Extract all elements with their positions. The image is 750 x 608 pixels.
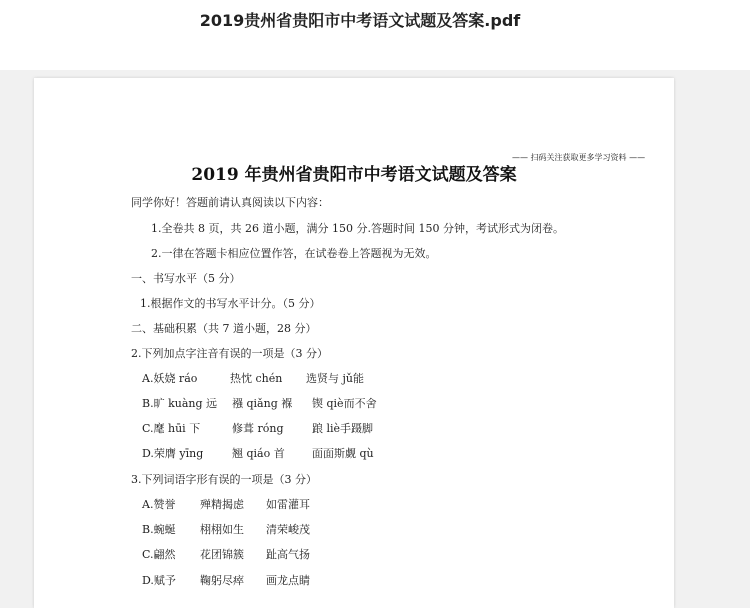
q2-option-d-1: D.荣膺 yīng [142,447,204,460]
q2-option-c-3: 踉 liè手蹑脚 [312,422,374,435]
document-title: 2019 年贵州省贵阳市中考语文试题及答案 [191,165,517,185]
q2-option-d-2: 翘 qiáo 首 [232,447,285,460]
q2-option-c-1: C.麾 hūi 下 [142,422,201,435]
q2-option-b-2: 襁 qiǎng 褓 [232,397,293,410]
viewer-header [0,0,750,70]
q3-option-a-3: 如雷灌耳 [266,498,310,511]
q2-option-a-2: 热忱 chén [230,372,283,385]
document-page [34,78,674,608]
q2-option-c-2: 修葺 róng [232,422,284,435]
q2-option-a-3: 选贤与 jǔ能 [306,372,364,385]
watermark-text: —— 扫码关注获取更多学习资料 —— [512,153,646,162]
q3-option-d-3: 画龙点睛 [266,574,310,587]
question-1: 1.根据作文的书写水平计分。（5 分） [140,297,321,310]
section-2-title: 二、基础积累（共 7 道小题，28 分） [131,322,317,335]
q3-option-a-1: A.赞誉 [142,498,176,511]
question-2-stem: 2.下列加点字注音有误的一项是（3 分） [131,347,328,360]
q2-option-b-1: B.旷 kuàng 远 [142,397,218,410]
q2-option-d-3: 面面斯觑 qù [312,447,374,460]
question-3-stem: 3.下列词语字形有误的一项是（3 分） [131,473,317,486]
file-title: 2019贵州省贵阳市中考语文试题及答案.pdf [199,11,521,30]
q2-option-b-3: 锲 qiè而不舍 [312,397,377,410]
q3-option-a-2: 殚精揭虑 [200,498,244,511]
q3-option-d-2: 鞠躬尽瘁 [200,574,244,587]
q3-option-b-1: B.蜿蜒 [142,523,176,536]
q3-option-c-2: 花团锦簇 [200,548,244,561]
q3-option-c-1: C.翩然 [142,548,176,561]
note-2: 2.一律在答题卡相应位置作答，在试卷卷上答题视为无效。 [151,247,437,260]
note-1: 1.全卷共 8 页，共 26 道小题，满分 150 分.答题时间 150 分钟，考试形式为闭卷。 [151,222,564,235]
q3-option-d-1: D.赋予 [142,574,176,587]
q3-option-b-3: 清荣峻茂 [266,523,310,536]
section-1-title: 一、书写水平（5 分） [131,272,241,285]
intro-text: 同学你好！答题前请认真阅读以下内容： [131,196,329,209]
q2-option-a-1: A.妖娆 ráo [142,372,198,385]
q3-option-c-3: 趾高气扬 [266,548,310,561]
q3-option-b-2: 栩栩如生 [200,523,244,536]
